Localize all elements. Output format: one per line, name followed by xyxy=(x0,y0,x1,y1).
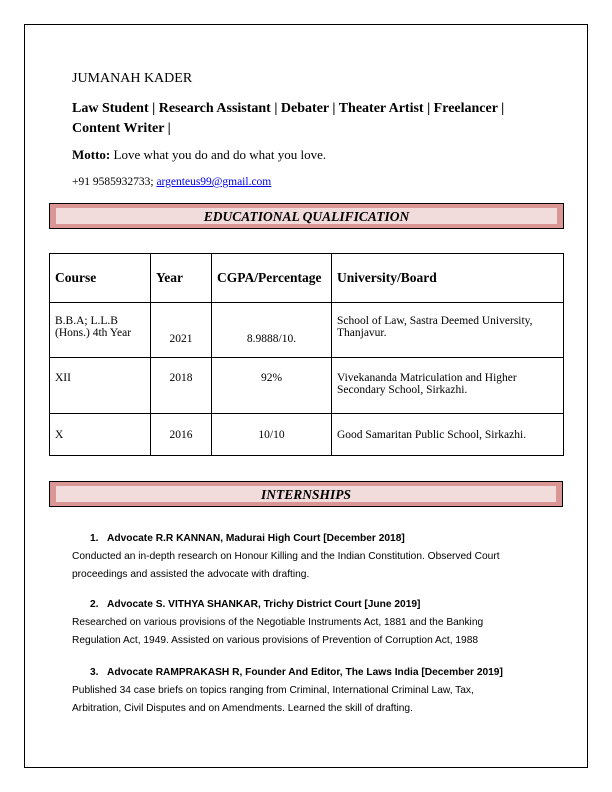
score-cell: 10/10 xyxy=(212,414,332,456)
internship-description: Conducted an in-depth research on Honour Killing and the Indian Constitution. Observed Court proceedings and assisted the advocate with drafting. xyxy=(72,551,500,580)
year-cell: 2016 xyxy=(151,414,212,456)
internships-title: INTERNSHIPS xyxy=(56,486,556,502)
contact-line xyxy=(72,176,271,188)
education-table xyxy=(49,253,564,456)
internship-heading: 2. Advocate S. VITHYA SHANKAR, Trichy District Court [June 2019] xyxy=(90,599,421,610)
column-header: University/Board xyxy=(332,254,564,303)
internship-description: Researched on various provisions of the Negotiable Instruments Act, 1881 and the Banking Regulation Act, 1949. Assisted on various provisions of Prevention of Corruption Act, 1988 xyxy=(72,617,484,646)
phone: +91 9585932733; xyxy=(72,176,157,188)
year-cell: 2018 xyxy=(151,358,212,414)
column-header: CGPA/Percentage xyxy=(212,254,332,303)
internship-heading: 3. Advocate RAMPRAKASH R, Founder And Editor, The Laws India [December 2019] xyxy=(90,667,503,678)
column-header: Year xyxy=(151,254,212,303)
column-header: Course xyxy=(50,254,151,303)
score-cell: 8.9888/10. xyxy=(212,303,332,358)
year-cell: 2021 xyxy=(151,303,212,358)
board-cell: Good Samaritan Public School, Sirkazhi. xyxy=(332,414,564,456)
course-cell: XII xyxy=(50,358,151,414)
table-header-row xyxy=(50,254,564,303)
table-row xyxy=(50,303,564,358)
candidate-name: JUMANAH KADER xyxy=(72,71,193,86)
education-banner xyxy=(49,203,564,229)
score-cell: 92% xyxy=(212,358,332,414)
internship-heading: 1. Advocate R.R KANNAN, Madurai High Court [December 2018] xyxy=(90,533,405,544)
motto-text: Love what you do and do what you love. xyxy=(110,147,327,162)
table-row xyxy=(50,414,564,456)
table-row xyxy=(50,358,564,414)
board-cell: School of Law, Sastra Deemed University, Thanjavur. xyxy=(332,303,564,358)
internships-banner xyxy=(49,481,563,507)
course-cell: X xyxy=(50,414,151,456)
tagline: Law Student | Research Assistant | Debater | Theater Artist | Freelancer | Content Writer | xyxy=(72,101,505,136)
internship-description: Published 34 case briefs on topics ranging from Criminal, International Criminal Law, Tax, Arbitration, Civil Disputes and on Amendments. Learned the skill of drafting. xyxy=(72,685,474,714)
motto xyxy=(72,147,326,163)
email-link[interactable]: argenteus99@gmail.com xyxy=(156,176,272,188)
course-cell: B.B.A; L.L.B (Hons.) 4th Year xyxy=(50,303,151,358)
education-title: EDUCATIONAL QUALIFICATION xyxy=(56,208,557,224)
board-cell: Vivekananda Matriculation and Higher Secondary School, Sirkazhi. xyxy=(332,358,564,414)
motto-label: Motto: xyxy=(72,147,111,162)
